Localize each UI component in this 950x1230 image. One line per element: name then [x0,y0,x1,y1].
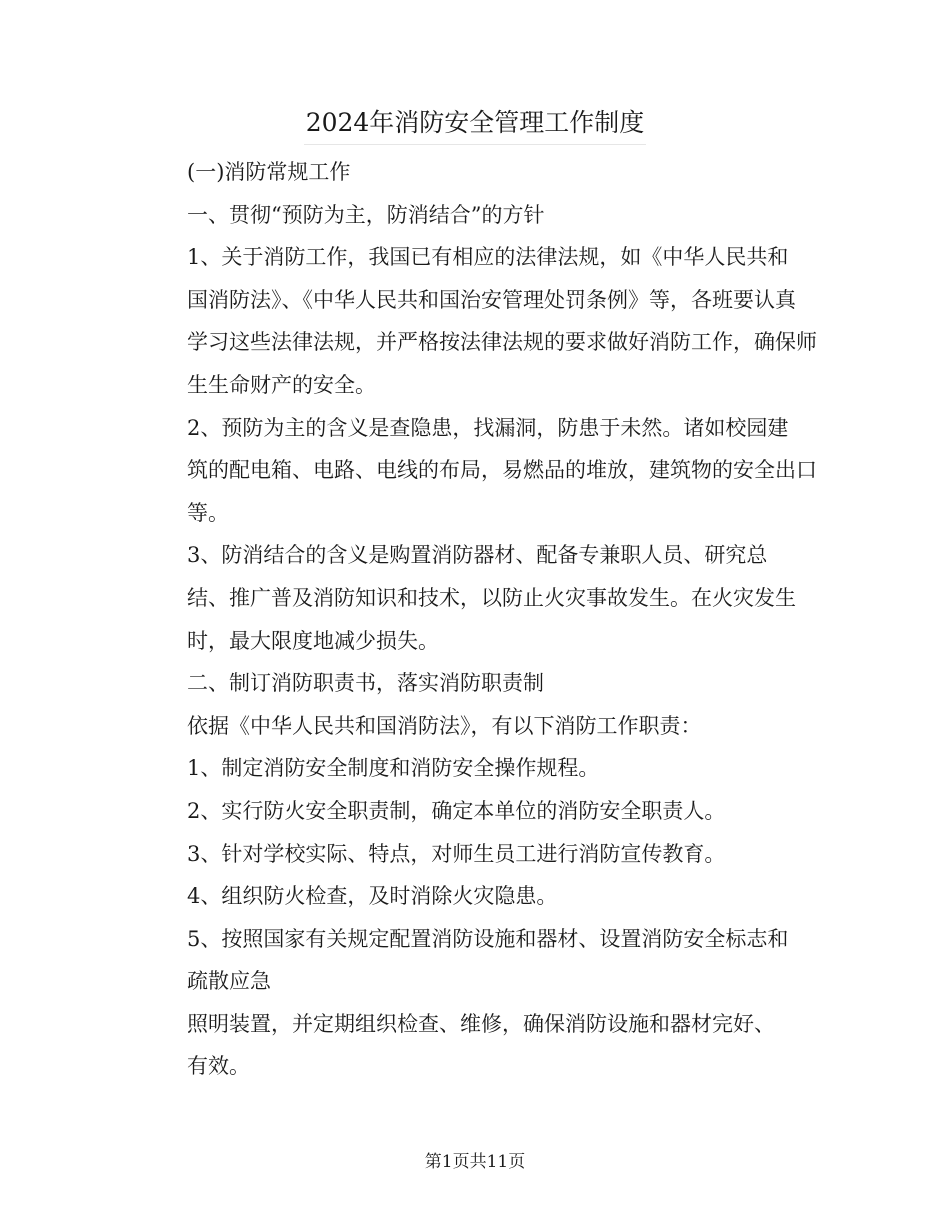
paragraph [141,236,817,406]
text-line: 1、制定消防安全制度和消防安全操作规程。 [187,756,600,781]
paragraph [141,194,813,237]
text-line: 1、关于消防工作，我国已有相应的法律法规，如《中华人民共和 [187,245,789,270]
text-line: 疏散应急 [187,969,271,994]
text-line: 等。 [187,500,229,525]
paragraph [141,747,813,790]
document-title-text: 2024年消防安全管理工作制度 [304,103,647,145]
text-line: 有效。 [187,1054,250,1079]
text-line: 生生命财产的安全。 [187,372,376,397]
text-line: 学习这些法律法规，并严格按法律法规的要求做好消防工作，确保师 [187,330,817,355]
paragraph [141,790,813,833]
text-line: 2、预防为主的含义是查隐患，找漏洞，防患于未然。诸如校园建 [187,415,789,440]
paragraph [141,151,813,194]
paragraph [141,705,813,748]
paragraph [141,534,813,662]
text-line: 依据《中华人民共和国消防法》，有以下消防工作职责： [187,713,702,738]
text-line: 照明装置，并定期组织检查、维修，确保消防设施和器材完好、 [187,1011,775,1036]
document-body [141,151,817,1088]
text-line: 5、按照国家有关规定配置消防设施和器材、设置消防安全标志和 [187,926,789,951]
paragraph [141,918,813,1003]
page-footer: 第1页共11页 [424,1152,526,1172]
text-line: 3、针对学校实际、特点，对师生员工进行消防宣传教育。 [187,841,726,866]
paragraph [141,662,813,705]
text-line: 二、制订消防职责书，落实消防职责制 [187,671,544,696]
text-line: 时，最大限度地减少损失。 [187,628,439,653]
text-line: 国消防法》、《中华人民共和国治安管理处罚条例》等，各班要认真 [187,287,796,312]
text-line: 一、贯彻“预防为主，防消结合”的方针 [187,202,545,227]
text-line: 2、实行防火安全职责制，确定本单位的消防安全职责人。 [187,798,726,823]
paragraph [141,875,813,918]
paragraph [141,407,817,535]
text-line: 3、防消结合的含义是购置消防器材、配备专兼职人员、研究总 [187,543,768,568]
paragraph [141,1003,813,1088]
paragraph [141,833,813,876]
document-title [0,103,950,145]
text-line: 结、推广普及消防知识和技术，以防止火灾事故发生。在火灾发生 [187,585,796,610]
text-line: (一)消防常规工作 [187,160,351,184]
text-line: 4、组织防火检查，及时消除火灾隐患。 [187,884,558,909]
text-line: 筑的配电箱、电路、电线的布局，易燃品的堆放，建筑物的安全出口 [187,458,817,483]
